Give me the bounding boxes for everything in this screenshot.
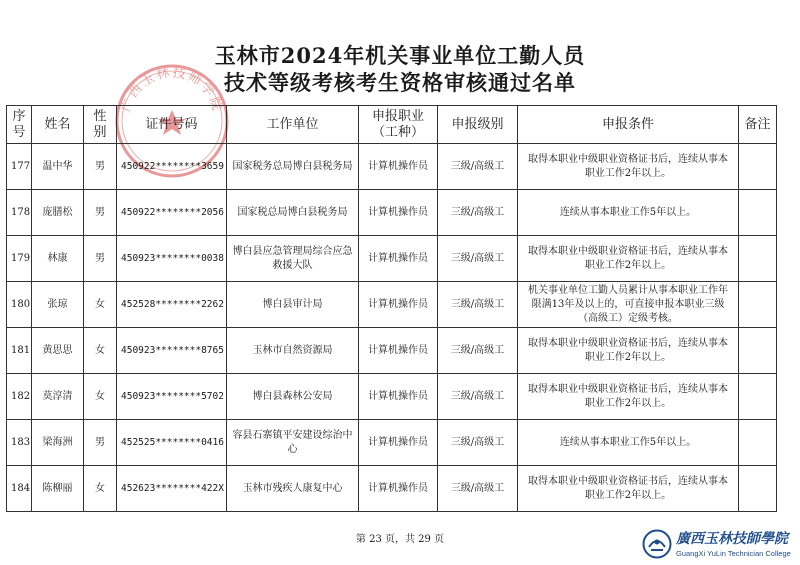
cell-gender: 女 <box>84 282 117 328</box>
cell-id-number: 450922********2056 <box>117 190 227 236</box>
cell-gender: 男 <box>84 190 117 236</box>
header-occupation: 申报职业（工种） <box>359 106 438 144</box>
cell-serial-no: 180 <box>7 282 32 328</box>
college-name-english: GuangXi YuLin Technician College <box>676 549 791 558</box>
cell-name: 梁海洲 <box>32 420 84 466</box>
cell-work-unit: 国家税总局博白县税务局 <box>227 190 359 236</box>
cell-occupation: 计算机操作员 <box>359 420 438 466</box>
svg-text:广西玉林技师学院: 广西玉林技师学院 <box>119 65 225 115</box>
page-number: 第 23 页，共 29 页 <box>355 534 445 545</box>
cell-name: 张琼 <box>32 282 84 328</box>
college-name-chinese: 廣西玉林技師學院 <box>676 531 788 547</box>
table-row <box>7 282 777 328</box>
cell-gender: 女 <box>84 328 117 374</box>
cell-serial-no: 181 <box>7 328 32 374</box>
cell-remark <box>739 328 777 374</box>
cell-id-number: 450923********5702 <box>117 374 227 420</box>
cell-id-number: 450923********8765 <box>117 328 227 374</box>
cell-condition: 机关事业单位工勤人员累计从事本职业工作年限满13年及以上的，可直接申报本职业三级（高级工）定级考核。 <box>518 282 739 328</box>
cell-name: 陈柳丽 <box>32 466 84 512</box>
cell-occupation: 计算机操作员 <box>359 374 438 420</box>
cell-work-unit: 玉林市自然资源局 <box>227 328 359 374</box>
cell-gender: 男 <box>84 236 117 282</box>
table-row <box>7 144 777 190</box>
cell-serial-no: 183 <box>7 420 32 466</box>
cell-work-unit: 博白县应急管理局综合应急救援大队 <box>227 236 359 282</box>
cell-work-unit: 容县石寨镇平安建设综治中心 <box>227 420 359 466</box>
cell-gender: 女 <box>84 374 117 420</box>
cell-remark <box>739 374 777 420</box>
table-row <box>7 466 777 512</box>
cell-serial-no: 182 <box>7 374 32 420</box>
cell-work-unit: 国家税务总局博白县税务局 <box>227 144 359 190</box>
cell-condition: 取得本职业中级职业资格证书后，连续从事本职业工作2年以上。 <box>518 236 739 282</box>
cell-level: 三级/高级工 <box>438 144 518 190</box>
cell-level: 三级/高级工 <box>438 374 518 420</box>
cell-id-number: 452528********2262 <box>117 282 227 328</box>
qualified-candidates-table <box>6 105 777 512</box>
cell-occupation: 计算机操作员 <box>359 144 438 190</box>
cell-level: 三级/高级工 <box>438 282 518 328</box>
document-title-line-2: 技术等级考核考生资格审核通过名单 <box>224 70 576 95</box>
cell-gender: 男 <box>84 144 117 190</box>
cell-name: 庞膳松 <box>32 190 84 236</box>
cell-occupation: 计算机操作员 <box>359 466 438 512</box>
cell-occupation: 计算机操作员 <box>359 328 438 374</box>
cell-work-unit: 玉林市残疾人康复中心 <box>227 466 359 512</box>
cell-name: 温中华 <box>32 144 84 190</box>
cell-occupation: 计算机操作员 <box>359 282 438 328</box>
document-title-line-1: 玉林市2024年机关事业单位工勤人员 <box>214 43 586 68</box>
cell-condition: 取得本职业中级职业资格证书后，连续从事本职业工作2年以上。 <box>518 144 739 190</box>
header-gender: 性别 <box>84 106 117 144</box>
cell-level: 三级/高级工 <box>438 466 518 512</box>
header-work-unit: 工作单位 <box>227 106 359 144</box>
cell-remark <box>739 420 777 466</box>
header-conditions: 申报条件 <box>518 106 739 144</box>
header-name: 姓名 <box>32 106 84 144</box>
cell-id-number: 450923********0038 <box>117 236 227 282</box>
cell-condition: 连续从事本职业工作5年以上。 <box>518 190 739 236</box>
cell-condition: 取得本职业中级职业资格证书后，连续从事本职业工作2年以上。 <box>518 328 739 374</box>
cell-remark <box>739 236 777 282</box>
cell-name: 莫淳清 <box>32 374 84 420</box>
table-row <box>7 190 777 236</box>
cell-id-number: 452623********422X <box>117 466 227 512</box>
table-body <box>7 144 777 512</box>
table-row <box>7 236 777 282</box>
cell-condition: 取得本职业中级职业资格证书后，连续从事本职业工作2年以上。 <box>518 374 739 420</box>
cell-occupation: 计算机操作员 <box>359 236 438 282</box>
cell-work-unit: 博白县森林公安局 <box>227 374 359 420</box>
header-level: 申报级别 <box>438 106 518 144</box>
cell-serial-no: 179 <box>7 236 32 282</box>
cell-remark <box>739 144 777 190</box>
table-row <box>7 328 777 374</box>
header-serial-no: 序号 <box>7 106 32 144</box>
cell-serial-no: 184 <box>7 466 32 512</box>
cell-id-number: 450922********3659 <box>117 144 227 190</box>
cell-level: 三级/高级工 <box>438 236 518 282</box>
cell-level: 三级/高级工 <box>438 420 518 466</box>
cell-name: 黄思思 <box>32 328 84 374</box>
cell-name: 林康 <box>32 236 84 282</box>
cell-condition: 连续从事本职业工作5年以上。 <box>518 420 739 466</box>
header-remarks: 备注 <box>739 106 777 144</box>
cell-serial-no: 177 <box>7 144 32 190</box>
cell-work-unit: 博白县审计局 <box>227 282 359 328</box>
table-row <box>7 374 777 420</box>
header-id-number: 证件号码 <box>117 106 227 144</box>
cell-remark <box>739 466 777 512</box>
cell-serial-no: 178 <box>7 190 32 236</box>
cell-gender: 女 <box>84 466 117 512</box>
cell-condition: 取得本职业中级职业资格证书后，连续从事本职业工作2年以上。 <box>518 466 739 512</box>
college-emblem-icon <box>642 529 672 559</box>
cell-gender: 男 <box>84 420 117 466</box>
cell-remark <box>739 282 777 328</box>
cell-occupation: 计算机操作员 <box>359 190 438 236</box>
table-row <box>7 420 777 466</box>
cell-level: 三级/高级工 <box>438 190 518 236</box>
table-header-row <box>7 106 777 144</box>
cell-remark <box>739 190 777 236</box>
cell-id-number: 452525********0416 <box>117 420 227 466</box>
cell-level: 三级/高级工 <box>438 328 518 374</box>
college-logo <box>642 528 792 562</box>
